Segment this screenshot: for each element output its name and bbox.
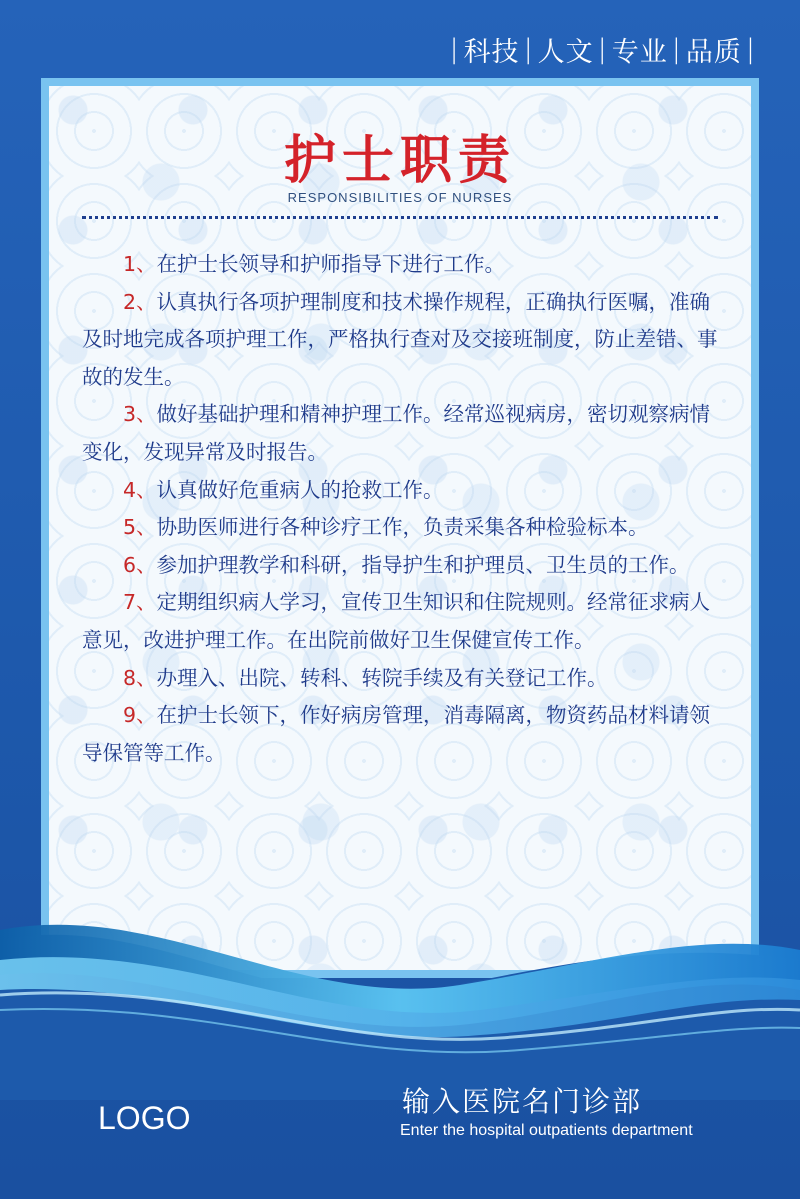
duties-list — [82, 246, 722, 772]
duty-item — [82, 584, 722, 659]
dotted-divider — [82, 216, 718, 219]
slogan-item-tech: 科技 — [463, 37, 520, 68]
slogan-bar — [445, 30, 760, 69]
logo-placeholder: LOGO — [98, 1100, 191, 1136]
duty-item — [82, 660, 722, 698]
duty-item — [82, 396, 722, 471]
slogan-separator: | — [597, 34, 608, 65]
duty-number: 8、 — [123, 665, 157, 690]
hospital-name-cn: 输入医院名门诊部 — [402, 1085, 643, 1118]
duty-text: 认真做好危重病人的抢救工作。 — [156, 477, 444, 502]
duty-text: 做好基础护理和精神护理工作。经常巡视病房，密切观察病情变化，发现异常及时报告。 — [82, 402, 711, 464]
duty-item — [82, 472, 722, 510]
slogan-item-professional: 专业 — [611, 37, 668, 68]
slogan-item-humanity: 人文 — [537, 37, 594, 68]
hospital-name-en: Enter the hospital outpatients department — [400, 1122, 693, 1139]
duty-item — [82, 246, 722, 284]
duty-number: 9、 — [123, 703, 157, 728]
duty-number: 7、 — [123, 590, 157, 615]
slogan-separator: | — [449, 34, 460, 65]
slogan-separator: | — [523, 34, 534, 65]
page-subtitle: RESPONSIBILITIES OF NURSES — [287, 190, 513, 205]
duty-text: 参加护理教学和科研，指导护生和护理员、卫生员的工作。 — [156, 552, 690, 577]
slogan-separator: | — [745, 34, 756, 65]
duty-text: 在护士长领下，作好病房管理，消毒隔离，物资药品材料请领导保管等工作。 — [82, 703, 711, 765]
duty-text: 协助医师进行各种诊疗工作，负责采集各种检验标本。 — [156, 515, 649, 540]
duty-number: 6、 — [123, 552, 157, 577]
duty-number: 4、 — [123, 477, 157, 502]
duty-text: 认真执行各项护理制度和技术操作规程，正确执行医嘱，准确及时地完成各项护理工作，严格执行查对及交接班制度，防止差错、事故的发生。 — [82, 289, 718, 389]
duty-number: 5、 — [123, 515, 157, 540]
duty-text: 定期组织病人学习，宣传卫生知识和住院规则。经常征求病人意见，改进护理工作。在出院前做好卫生保健宣传工作。 — [82, 590, 711, 652]
duty-number: 2、 — [123, 289, 157, 314]
duty-number: 3、 — [123, 402, 157, 427]
slogan-separator: | — [671, 34, 682, 65]
duty-item — [82, 509, 722, 547]
duty-item — [82, 547, 722, 585]
duty-number: 1、 — [123, 252, 157, 276]
duty-item — [82, 284, 722, 397]
decorative-wave — [0, 900, 800, 1100]
slogan-item-quality: 品质 — [685, 37, 742, 68]
duty-text: 办理入、出院、转科、转院手续及有关登记工作。 — [156, 665, 608, 690]
duty-text: 在护士长领导和护师指导下进行工作。 — [156, 252, 506, 276]
duty-item — [82, 697, 722, 772]
page-title: 护士职责 — [283, 131, 516, 191]
